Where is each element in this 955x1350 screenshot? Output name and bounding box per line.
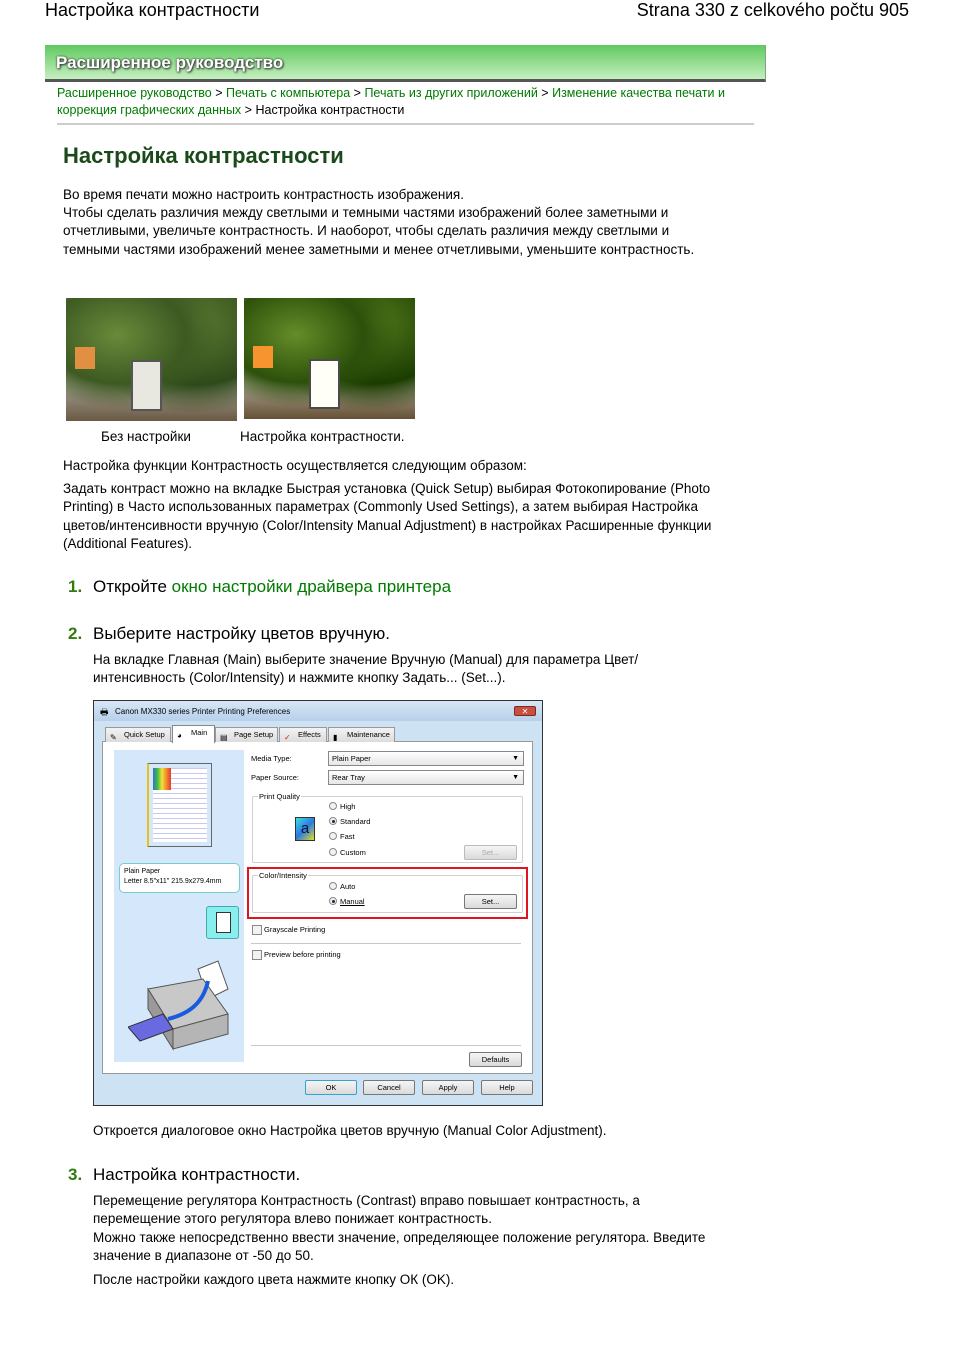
quality-fast-radio[interactable]: Fast [329, 832, 355, 841]
step-number: 1. [68, 577, 83, 596]
quality-standard-radio[interactable]: Standard [329, 817, 370, 826]
breadcrumb-separator: > [215, 86, 223, 100]
quality-custom-radio[interactable]: Custom [329, 848, 366, 857]
printer-icon: 🖶 [100, 707, 109, 717]
help-button[interactable]: Help [481, 1080, 533, 1095]
paper-type-text: Plain Paper [124, 868, 161, 875]
cancel-button[interactable]: Cancel [363, 1080, 415, 1095]
color-auto-radio[interactable]: Auto [329, 882, 355, 891]
defaults-button[interactable]: Defaults [469, 1052, 522, 1067]
page-header-title: Настройка контрастности [45, 0, 260, 20]
page-setup-icon: ▤ [220, 733, 228, 742]
breadcrumb-current: Настройка контрастности [255, 103, 405, 117]
quick-setup-icon: ✎ [110, 733, 117, 742]
photo-original [66, 298, 237, 421]
apply-button[interactable]: Apply [422, 1080, 474, 1095]
print-quality-group: Print Quality [252, 796, 523, 863]
maintenance-icon: ▮ [333, 733, 338, 742]
chevron-down-icon: ▼ [512, 774, 519, 781]
how-text: Задать контраст можно на вкладке Быстрая установка (Quick Setup) выбирая Фотокопирование (Photo Printing) в Часто использованных параметрах (Commonly Used Settings), а затем выбирая Настройка цветов/интенсивности вручную (Color/Intensity Manual Adjustment) в настройках Расширенные функции (Additional Features). [63, 481, 712, 551]
step-3-body-3: После настройки каждого цвета нажмите кнопку ОК (OK). [93, 1272, 455, 1287]
chevron-down-icon: ▼ [512, 755, 519, 762]
printer-driver-link[interactable]: окно настройки драйвера принтера [171, 577, 452, 596]
breadcrumb-link[interactable]: Изменение качества печати и коррекция графических данных [57, 86, 725, 117]
color-set-button[interactable]: Set... [464, 894, 517, 909]
intro-line-2: Чтобы сделать различия между светлыми и темными частями изображений более заметными и отчетливыми, увеличьте контрастность. И наоборот, чтобы сделать различия между светлыми и темными частями изображений менее заметными и менее отчетливыми, уменьшите контрастность. [63, 205, 695, 257]
page-preview [147, 763, 212, 847]
tab-maintenance[interactable]: ▮ Maintenance [328, 727, 395, 742]
breadcrumb-link[interactable]: Печать с компьютера [226, 86, 351, 100]
dialog-title: Canon MX330 series Printer Printing Preferences [115, 707, 291, 716]
tab-quick-setup[interactable]: ✎ Quick Setup [105, 727, 171, 742]
intro-line-1: Во время печати можно настроить контрастность изображения. [63, 187, 464, 202]
breadcrumb-link[interactable]: Печать из других приложений [364, 86, 538, 100]
paper-size-text: Letter 8.5"x11" 215.9x279.4mm [124, 878, 222, 885]
paper-orientation-icon [206, 906, 239, 939]
divider [57, 123, 754, 125]
close-button[interactable]: ✕ [514, 706, 536, 716]
breadcrumb-link[interactable]: Расширенное руководство [57, 86, 212, 100]
quality-high-radio[interactable]: High [329, 802, 355, 811]
banner-title: Расширенное руководство [56, 53, 284, 72]
tab-main[interactable]: ◕ Main [172, 725, 215, 743]
paper-source-label: Paper Source: [251, 773, 299, 782]
color-intensity-group: Color/Intensity [252, 875, 523, 913]
page-number: Strana 330 z celkového počtu 905 [636, 0, 909, 20]
step-1-title: Откройте окно настройки драйвера принтера [93, 577, 452, 596]
printer-illustration-icon [128, 959, 234, 1051]
printer-preferences-dialog [93, 700, 543, 1106]
caption-original: Без настройки [101, 429, 191, 444]
preview-checkbox[interactable]: Preview before printing [252, 950, 341, 959]
print-quality-icon: a [295, 817, 315, 841]
separator [251, 943, 521, 944]
paper-source-select[interactable]: Rear Tray ▼ [328, 770, 524, 785]
step-2-body: На вкладке Главная (Main) выберите значение Вручную (Manual) для параметра Цвет/интенсивность (Color/Intensity) и нажмите кнопку Задать... (Set...). [93, 652, 639, 686]
step-3-title: Настройка контрастности. [93, 1165, 301, 1184]
main-icon: ◕ [177, 731, 182, 740]
separator [251, 1045, 521, 1046]
tab-page-setup[interactable]: ▤ Page Setup [215, 727, 278, 742]
effects-icon: ✓ [284, 733, 291, 742]
ok-button[interactable]: OK [305, 1080, 357, 1095]
breadcrumb-separator: > [541, 86, 549, 100]
dialog-titlebar [94, 701, 542, 721]
photo-contrast [244, 298, 415, 419]
tab-effects[interactable]: ✓ Effects [279, 727, 327, 742]
step-2-after: Откроется диалоговое окно Настройка цветов вручную (Manual Color Adjustment). [93, 1123, 607, 1138]
step-3-body-2: Можно также непосредственно ввести значение, определяющее положение регулятора. Введите значение в диапазоне от -50 до 50. [93, 1230, 706, 1264]
breadcrumb-separator: > [244, 103, 252, 117]
grayscale-checkbox[interactable]: Grayscale Printing [252, 925, 325, 934]
quality-set-button[interactable]: Set... [464, 845, 517, 860]
banner [45, 45, 766, 82]
step-3-body-1: Перемещение регулятора Контрастность (Contrast) вправо повышает контрастность, а перемещение этого регулятора влево понижает контрастность. [93, 1193, 640, 1227]
how-title: Настройка функции Контрастность осуществляется следующим образом: [63, 458, 527, 473]
preview-image [153, 768, 171, 790]
step-number: 2. [68, 624, 83, 643]
media-type-select[interactable]: Plain Paper ▼ [328, 751, 524, 766]
paper-info-box [119, 863, 240, 893]
page-title: Настройка контрастности [63, 143, 344, 168]
media-type-label: Media Type: [251, 754, 292, 763]
color-manual-radio[interactable]: Manual [329, 897, 365, 906]
step-2-title: Выберите настройку цветов вручную. [93, 624, 390, 643]
caption-contrast: Настройка контрастности. [240, 429, 405, 444]
breadcrumb [57, 85, 757, 119]
breadcrumb-separator: > [353, 86, 361, 100]
step-number: 3. [68, 1165, 83, 1184]
